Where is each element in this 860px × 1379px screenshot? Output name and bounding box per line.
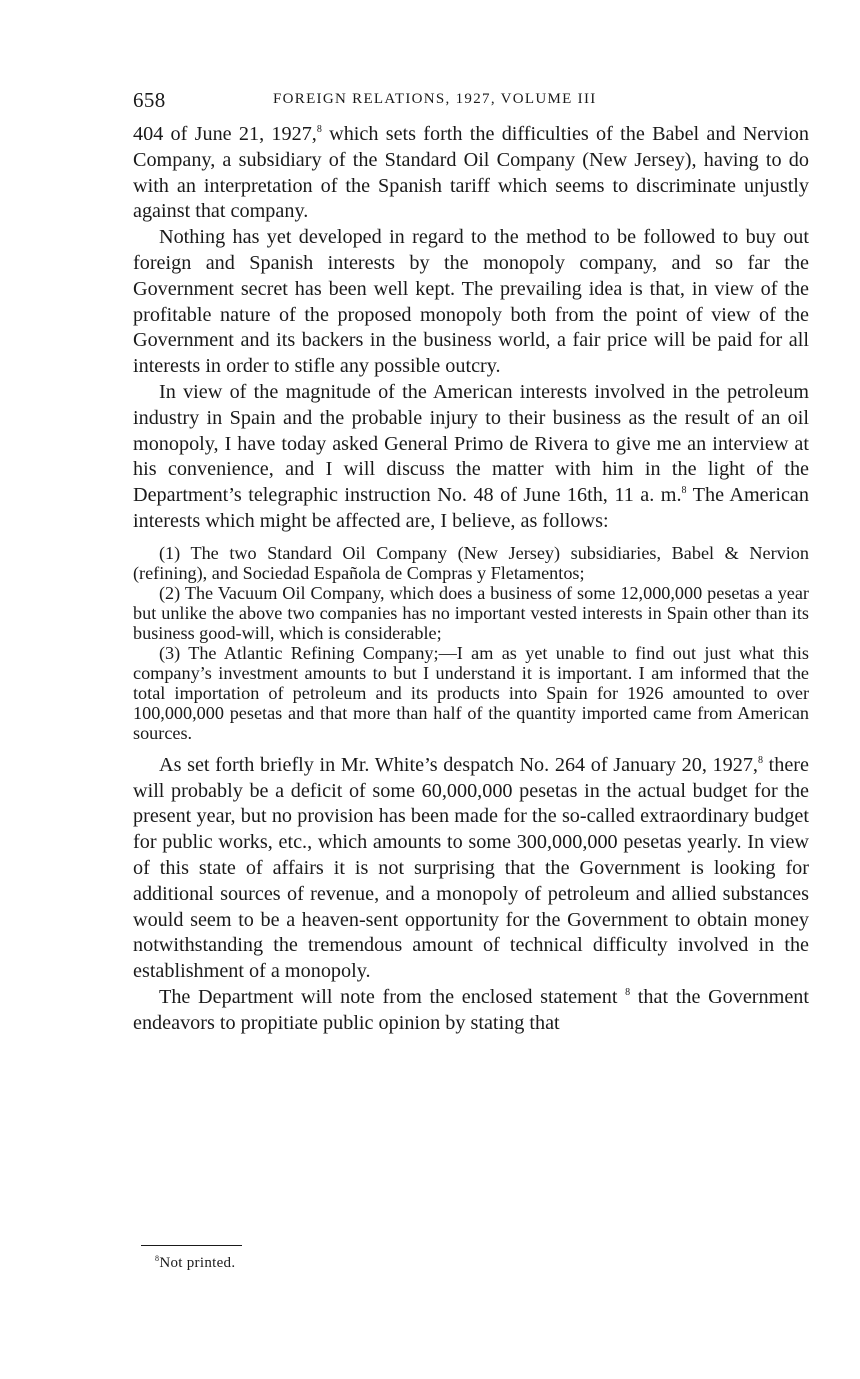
running-head (133, 88, 809, 122)
footnote-ref[interactable]: 8 (316, 124, 322, 135)
text-segment: The American interests which might be affected are, I believe, as follows: (133, 484, 809, 532)
footnote-marker: 8 (155, 1254, 160, 1263)
paragraph-1 (133, 122, 809, 225)
document-page (133, 88, 809, 1037)
page-number: 658 (133, 88, 166, 112)
paragraph-3 (133, 380, 809, 535)
list-item: (2) The Vacuum Oil Company, which does a business of some 12,000,000 pesetas a year but unlike the above two companies has no important vested interests in Spain other than its business good-will, which is considerable; (133, 582, 809, 643)
text-segment: 404 of June 21, 1927, (133, 123, 317, 145)
footnote-divider (141, 1245, 242, 1246)
running-head-title: FOREIGN RELATIONS, 1927, VOLUME III (273, 91, 597, 107)
body-text (133, 122, 809, 1037)
footnote-ref[interactable]: 8 (625, 986, 631, 998)
text-segment: The Department will note from the enclosed statement (159, 985, 626, 1008)
text-segment: In view of the magnitude of the American interests involved in the petroleum industry in Spain and the probable injury to their business as the result of an oil monopoly, I have today asked General Primo de Rivera to give me an interview at his convenience, and I will discuss the matter with him in the light of the Department’s telegraphic instruction No. 48 of June 16th, 11 a. m. (133, 380, 809, 507)
text-segment: that the Government endeavors to propitiate public opinion by stating that (133, 985, 809, 1034)
list-item: (3) The Atlantic Refining Company;—I am as yet unable to find out just what this company’s investment amounts to but I understand it is important. I am informed that the total importation of petroleum and its products into Spain for 1926 amounted to over 100,000,000 pesetas and that more than half of the quantity imported came from American sources. (133, 642, 809, 743)
text-segment: which sets forth the difficulties of the Babel and Nervion Company, a subsidiary of the Standard Oil Company (New Jersey), having to do with an interpretation of the Spanish tariff which seems to discriminate unjustly against that company. (133, 123, 809, 223)
footnote-ref[interactable]: 8 (757, 754, 763, 766)
footnote-ref[interactable]: 8 (681, 485, 687, 497)
interests-list (133, 543, 809, 743)
text-segment: there will probably be a deficit of some 60,000,000 pesetas in the actual budget for the present year, but no provision has been made for the so-called extraordinary budget for public works, etc., which amounts to some 300,000,000 pesetas yearly. In view of this state of affairs it is not surprising that the Government is looking for additional sources of revenue, and a monopoly of petroleum and allied substances would seem to be a heaven-sent opportunity for the Government to obtain money notwithstanding the tremendous amount of technical difficulty involved in the establishment of a monopoly. (133, 753, 809, 983)
paragraph-4 (133, 753, 809, 985)
footnote-text: Not printed. (159, 1255, 236, 1271)
text-segment: Nothing has yet developed in regard to the method to be followed to buy out foreign and Spanish interests by the monopoly company, and so far the Government secret has been well kept. The prevailing idea is that, in view of the profitable nature of the proposed monopoly both from the point of view of the Government and its backers in the business world, a fair price will be paid for all interests in order to stifle any possible outcry. (133, 226, 809, 378)
list-item: (1) The two Standard Oil Company (New Jersey) subsidiaries, Babel & Nervion (refining), and Sociedad Española de Compras y Fletamentos; (133, 542, 809, 583)
paragraph-2 (133, 225, 809, 380)
text-segment: As set forth briefly in Mr. White’s despatch No. 264 of January 20, 1927, (159, 753, 758, 776)
footnote (155, 1255, 235, 1272)
paragraph-5 (133, 985, 809, 1037)
